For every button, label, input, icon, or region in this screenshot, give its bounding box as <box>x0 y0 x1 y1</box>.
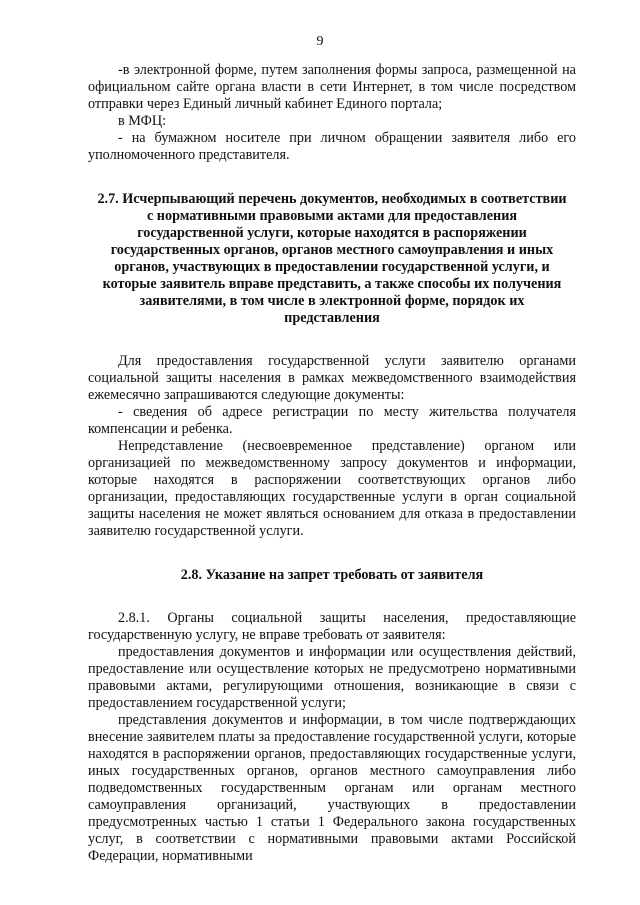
paragraph-2-7-documents-request: Для предоставления государственной услуги заявителю органами социальной защиты населения в рамках межведомственного взаимодействия ежемесячно запрашиваются следующие документы: <box>88 353 576 403</box>
section-heading-2-7: 2.7. Исчерпывающий перечень документов, необходимых в соответствии с нормативными правовыми актами для предоставления государственной услуги, которые находятся в распоряжении государственных органов, органов местного самоуправления и иных органов, участвующих в предоставлении государственной услуги, и которые заявитель вправе представить, а также способы их получения заявителями, в том числе в электронной форме, порядок их представления <box>97 191 567 326</box>
page-number: 9 <box>316 34 324 49</box>
paragraph-mfc-label: в МФЦ: <box>118 113 167 129</box>
section-heading-2-8: 2.8. Указание на запрет требовать от заявителя <box>180 567 484 583</box>
paragraph-2-7-non-submission: Непредставление (несвоевременное представление) органом или организацией по межведомственному запросу документов и информации, которые находятся в распоряжении соответствующих органов либо организации, предоставляющих государственные услуги в орган социальной защиты населения не может являться основанием для отказа в предоставлении заявителю государственной услуги. <box>88 438 576 539</box>
paragraph-2-8-1: 2.8.1. Органы социальной защиты населения, предоставляющие государственную услугу, не вправе требовать от заявителя: <box>88 610 576 643</box>
paragraph-electronic-submission: -в электронной форме, путем заполнения формы запроса, размещенной на официальном сайте органа власти в сети Интернет, в том числе посредством отправки через Единый личный кабинет Единого портала; <box>88 62 576 112</box>
document-body <box>88 62 576 865</box>
paragraph-paper-submission: - на бумажном носителе при личном обращении заявителя либо его уполномоченного представителя. <box>88 130 576 163</box>
paragraph-2-8-documents-actions: предоставления документов и информации или осуществления действий, предоставление или осуществление которых не предусмотрено нормативными правовыми актами, регулирующими отношения, возникающие в связи с предоставлением государственной услуги; <box>88 644 576 711</box>
paragraph-2-8-payment-documents: представления документов и информации, в том числе подтверждающих внесение заявителем платы за предоставление государственной услуги, которые находятся в распоряжении органов, предоставляющих государственные услуги, иных государственных органов, органов местного самоуправления либо подведомственных государственным органам или органам местного самоуправления организаций, участвующих в предоставлении предусмотренных частью 1 статьи 1 Федерального закона государственных услуг, в соответствии с нормативными правовыми актами Российской Федерации, нормативными <box>88 712 576 864</box>
paragraph-2-7-address-info: - сведения об адресе регистрации по месту жительства получателя компенсации и ребенка. <box>88 404 576 437</box>
